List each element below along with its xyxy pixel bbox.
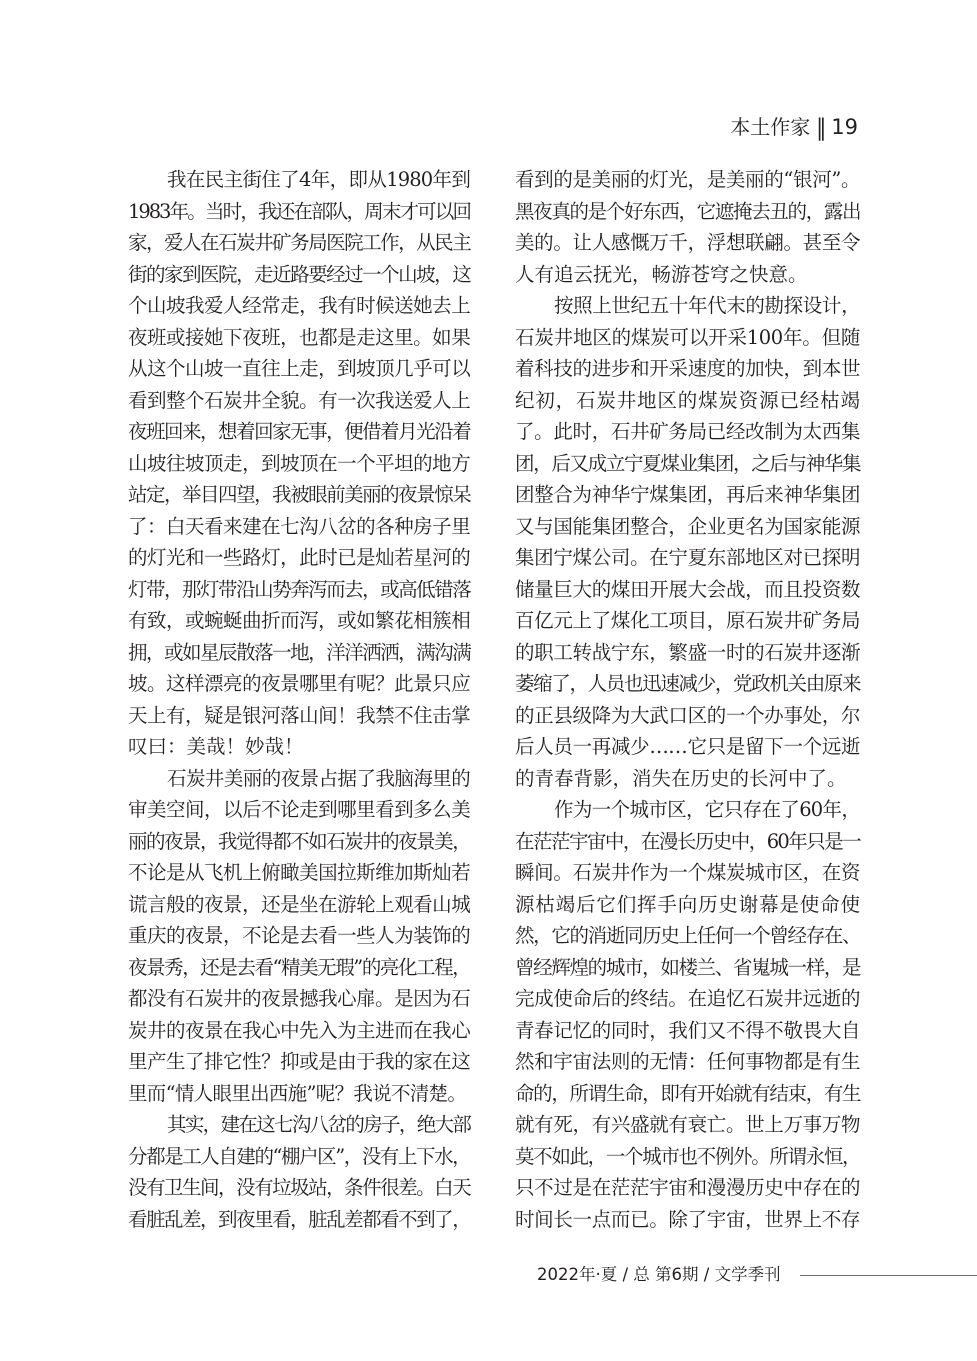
text-line: 审美空间，以后不论走到哪里看到多么美 [128, 798, 470, 821]
running-head [730, 113, 858, 141]
paragraph [128, 1109, 470, 1235]
text-line: 然和宇宙法则的无情：任何事物都是有生 [515, 1050, 860, 1073]
text-line: 源枯竭后它们挥手向历史谢幕是使命使 [515, 892, 860, 916]
text-line: 炭井的夜景在我心中先入为主进而在我心 [128, 1018, 470, 1042]
text-line: 站定，举目四望，我被眼前美丽的夜景惊呆 [128, 483, 470, 506]
text-line: 团，后又成立宁夏煤业集团，之后与神华集 [515, 451, 860, 475]
text-line: 时间长一点而已。除了宇宙，世界上不存 [515, 1207, 860, 1231]
text-line: 着科技的进步和开采速度的加快，到本世 [515, 357, 860, 380]
text-line: 的职工转战宁东，繁盛一时的石炭井逐渐 [515, 640, 860, 664]
text-line: 没有卫生间，没有垃圾站，条件很差。白天 [128, 1176, 470, 1199]
text-line: 美的。让人感慨万千，浮想联翩。甚至令 [515, 231, 860, 254]
text-line: 丽的夜景，我觉得都不如石炭井的夜景美， [128, 829, 470, 853]
text-line: 了。此时，石井矿务局已经改制为太西集 [515, 420, 860, 443]
text-line: 莫不如此，一个城市也不例外。所谓永恒， [515, 1144, 860, 1168]
text-line: 灯带，那灯带沿山势奔泻而去，或高低错落 [128, 577, 470, 601]
text-line: 后人员一再减少……它只是留下一个远逝 [515, 735, 860, 758]
text-line: 叹曰：美哉！妙哉！ [128, 735, 304, 758]
text-line: 石炭井地区的煤炭可以开采100年。但随 [515, 325, 860, 349]
text-line: 不论是从飞机上俯瞰美国拉斯维加斯灿若 [128, 861, 470, 884]
text-line: 纪初，石炭井地区的煤炭资源已经枯竭 [515, 388, 860, 412]
text-line: 坡。这样漂亮的夜景哪里有呢？此景只应 [128, 672, 470, 695]
text-line: 从这个山坡一直往上走，到坡顶几乎可以 [128, 357, 470, 380]
text-line: 拥，或如星辰散落一地，洋洋洒洒，满沟满 [128, 640, 470, 664]
text-line: 在茫茫宇宙中，在漫长历史中，60年只是一 [515, 829, 860, 853]
text-line: 我在民主街住了4年，即从1980年到 [167, 168, 470, 191]
text-line: 的青春背影，消失在历史的长河中了。 [515, 766, 847, 790]
text-line: 作为一个城市区，它只存在了60年， [554, 798, 860, 821]
text-line: 人有追云抚光，畅游苍穹之快意。 [515, 262, 808, 286]
text-line: 分都是工人自建的“棚户区”，没有上下水， [128, 1144, 470, 1168]
text-line: 的灯光和一些路灯，此时已是灿若星河的 [128, 546, 470, 569]
text-line: 储量巨大的煤田开展大会战，而且投资数 [515, 577, 860, 601]
text-line: 夜班回来，想着回家无事，便借着月光沿着 [128, 420, 470, 443]
text-line: 完成使命后的终结。在追忆石炭井远逝的 [515, 987, 860, 1010]
section-title: 本土作家 [730, 115, 811, 139]
text-line: 曾经辉煌的城市，如楼兰、省嵬城一样，是 [515, 955, 860, 979]
text-line: 石炭井美丽的夜景占据了我脑海里的 [167, 766, 470, 790]
text-line: 街的家到医院，走近路要经过一个山坡，这 [128, 262, 470, 286]
text-line: 都没有石炭井的夜景撼我心扉。是因为石 [128, 987, 470, 1010]
text-line: 又与国能集团整合，企业更名为国家能源 [515, 514, 860, 538]
text-line: 其实，建在这七沟八岔的房子，绝大部 [167, 1113, 470, 1136]
text-line: 集团宁煤公司。在宁夏东部地区对已探明 [515, 546, 860, 569]
page-number: 19 [831, 115, 858, 139]
text-line: 按照上世纪五十年代末的勘探设计， [554, 294, 860, 317]
text-line: 只不过是在茫茫宇宙和漫漫历史中存在的 [515, 1176, 860, 1199]
text-line: 山坡往坡顶走，到坡顶在一个平坦的地方 [128, 451, 470, 475]
text-line: 重庆的夜景，不论是去看一些人为装饰的 [128, 924, 470, 947]
text-line: 黑夜真的是个好东西，它遮掩去丑的，露出 [515, 199, 860, 223]
text-line: 看到整个石炭井全貌。有一次我送爱人上 [128, 388, 470, 412]
paragraph [128, 763, 470, 1110]
text-line: 瞬间。石炭井作为一个煤炭城市区，在资 [515, 861, 860, 884]
text-column-left [128, 164, 470, 1235]
text-line: 然，它的消逝同历史上任何一个曾经存在、 [515, 924, 860, 947]
text-line: 青春记忆的同时，我们又不得不敬畏大自 [515, 1018, 860, 1042]
text-line: 就有死，有兴盛就有衰亡。世上万事万物 [515, 1113, 860, 1136]
text-line: 命的，所谓生命，即有开始就有结束，有生 [515, 1081, 860, 1105]
text-line: 了：白天看来建在七沟八岔的各种房子里 [128, 514, 470, 538]
text-line: 1983年。当时，我还在部队，周末才可以回 [128, 199, 470, 223]
running-head-separator: ‖ [816, 113, 827, 141]
text-line: 萎缩了，人员也迅速减少，党政机关由原来 [515, 672, 860, 695]
paragraph [515, 794, 860, 1235]
text-column-right [515, 164, 860, 1235]
text-line: 百亿元上了煤化工项目，原石炭井矿务局 [515, 609, 860, 632]
text-line: 里而“情人眼里出西施”呢？我说不清楚。 [128, 1081, 467, 1105]
paragraph [128, 164, 470, 763]
text-line: 团整合为神华宁煤集团，再后来神华集团 [515, 483, 860, 506]
paragraph [515, 164, 860, 290]
text-line: 的正县级降为大武口区的一个办事处，尔 [515, 703, 860, 727]
text-line: 夜班或接她下夜班，也都是走这里。如果 [128, 325, 470, 349]
paragraph [515, 290, 860, 794]
footer-issue-info: 2022年·夏 / 总 第6期 / 文学季刊 [537, 1265, 781, 1284]
text-line: 家，爱人在石炭井矿务局医院工作，从民主 [128, 231, 470, 254]
text-line: 夜景秀，还是去看“精美无瑕”的亮化工程， [128, 955, 470, 979]
text-line: 谎言般的夜景，还是坐在游轮上观看山城 [128, 892, 470, 916]
text-line: 个山坡我爱人经常走，我有时候送她去上 [128, 294, 470, 317]
text-line: 看脏乱差，到夜里看，脏乱差都看不到了， [128, 1207, 470, 1231]
text-line: 有致，或蜿蜒曲折而泻，或如繁花相簇相 [128, 609, 470, 632]
text-line: 看到的是美丽的灯光，是美丽的“银河”。 [515, 168, 860, 191]
text-line: 里产生了排它性？抑或是由于我的家在这 [128, 1050, 470, 1073]
footer-rule [800, 1275, 977, 1276]
text-line: 天上有，疑是银河落山间！我禁不住击掌 [128, 703, 470, 727]
